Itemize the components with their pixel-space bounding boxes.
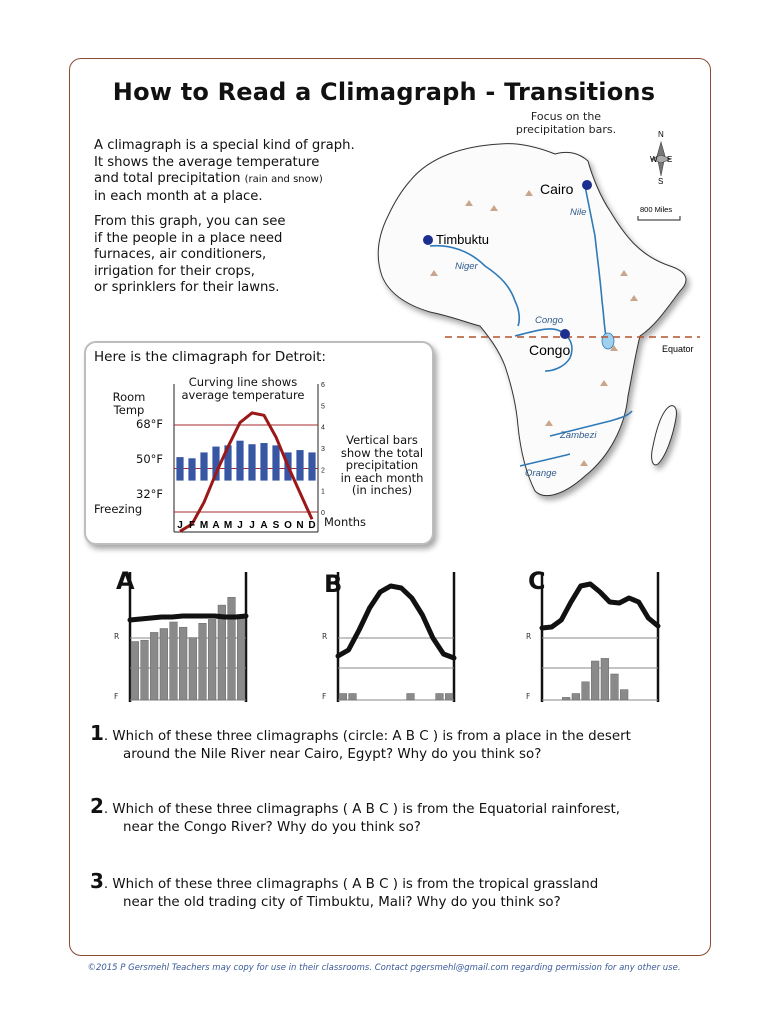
- congo-city-label: Congo: [529, 342, 571, 358]
- mini-precip-bar: [150, 632, 158, 700]
- mini-climagraph-a: [124, 570, 252, 710]
- intro-line: or sprinklers for their lawns.: [94, 280, 280, 295]
- chart-c-letter: C: [528, 567, 546, 595]
- precip-tick-label: 0: [321, 510, 325, 517]
- precip-tick-label: 2: [321, 467, 325, 475]
- detroit-climagraph: [170, 379, 330, 539]
- compass-e: E: [667, 155, 673, 164]
- zambezi-label: Zambezi: [560, 430, 597, 441]
- compass-w: W: [650, 155, 658, 164]
- precip-tick-label: 5: [321, 403, 325, 411]
- month-label: J: [249, 520, 255, 531]
- mini-temperature-curve: [130, 616, 246, 620]
- madagascar: [652, 406, 677, 465]
- room-temp-label: [100, 391, 158, 416]
- bars-label-line: (in inches): [351, 483, 413, 497]
- mini-precip-bar: [339, 694, 347, 701]
- precip-bar: [188, 458, 195, 480]
- mini-precip-bar: [228, 597, 236, 700]
- precip-bar: [260, 443, 267, 481]
- focus-line: Focus on the: [530, 110, 602, 123]
- chart-b-letter: B: [324, 570, 343, 598]
- scale-bar: [638, 216, 680, 220]
- mini-precip-bar: [436, 694, 444, 701]
- freezing-label: Freezing: [94, 502, 143, 516]
- mini-temperature-curve: [338, 586, 454, 658]
- chart-a-f: F: [114, 692, 119, 701]
- question-1: [90, 721, 631, 764]
- mini-precip-bar: [582, 682, 590, 700]
- congo-river-label: Congo: [535, 315, 563, 326]
- mini-precip-bar: [349, 694, 357, 701]
- bars-label: [334, 434, 430, 497]
- mini-precip-bar: [601, 658, 609, 700]
- precip-tick-label: 3: [321, 446, 325, 453]
- question-2: [90, 794, 621, 837]
- intro-line: furnaces, air conditioners,: [94, 247, 267, 262]
- intro-line: if the people in a place need: [94, 230, 283, 246]
- compass-n: N: [658, 130, 664, 139]
- room-temp-line: Room: [112, 390, 146, 404]
- question-text: near the old trading city of Timbuktu, Mali? Why do you think so?: [123, 895, 561, 910]
- mini-precip-bar: [572, 694, 580, 701]
- page-title: How to Read a Climagraph - Transitions: [112, 78, 656, 106]
- congo-dot: [560, 329, 570, 339]
- t50-label: 50°F: [136, 452, 163, 466]
- nile-label: Nile: [570, 207, 587, 218]
- chart-a-letter: A: [116, 567, 135, 595]
- chart-a-r: R: [114, 632, 120, 641]
- bars-label-line: Vertical bars: [346, 433, 418, 447]
- mini-climagraph-b: [332, 570, 460, 710]
- cairo-label: Cairo: [540, 181, 574, 197]
- orange-label: Orange: [525, 468, 557, 479]
- precip-bar: [236, 441, 243, 481]
- detroit-heading: Here is the climagraph for Detroit:: [94, 349, 326, 365]
- niger-label: Niger: [455, 261, 478, 272]
- intro-note: (rain and snow): [244, 174, 323, 185]
- intro-line: in each month at a place.: [94, 188, 263, 204]
- mini-precip-bar: [407, 694, 415, 701]
- timbuktu-dot: [423, 235, 433, 245]
- question-text: around the Nile River near Cairo, Egypt? Why do you think so?: [123, 747, 542, 762]
- precip-tick-label: 1: [321, 488, 325, 496]
- chart-b-r: R: [322, 632, 328, 641]
- mini-precip-bar: [160, 629, 168, 701]
- curve-label-line: Curving line shows: [188, 375, 298, 389]
- intro-text: [94, 138, 384, 306]
- intro-line: irrigation for their crops,: [94, 263, 255, 279]
- mini-precip-bar: [620, 690, 628, 700]
- bars-label-line: in each month: [340, 470, 424, 485]
- mini-precip-bar: [445, 694, 453, 701]
- question-text: near the Congo River? Why do you think so?: [123, 820, 421, 835]
- mini-precip-bar: [179, 627, 187, 700]
- t68-label: 68°F: [136, 417, 163, 431]
- focus-line: precipitation bars.: [515, 123, 617, 136]
- timbuktu-label: Timbuktu: [436, 232, 489, 247]
- mini-precip-bar: [237, 618, 245, 700]
- chart-c-r: R: [526, 632, 532, 641]
- precip-bar: [200, 452, 207, 480]
- month-label: A: [260, 520, 268, 531]
- mini-precip-bar: [591, 661, 599, 700]
- intro-line: From this graph, you can see: [94, 214, 286, 229]
- question-number: 1: [90, 721, 104, 745]
- intro-line: A climagraph is a special kind of graph.: [94, 138, 355, 153]
- question-3: [90, 869, 599, 912]
- question-text: . Which of these three climagraphs ( A B C ) is from the Equatorial rainforest,: [103, 802, 621, 817]
- equator-label: Equator: [662, 344, 694, 354]
- t32-label: 32°F: [136, 487, 163, 501]
- precip-bar: [272, 445, 279, 480]
- mini-precip-bar: [562, 697, 570, 700]
- month-label: A: [212, 520, 220, 531]
- month-label: S: [272, 520, 280, 531]
- lake: [602, 333, 614, 349]
- intro-line: It shows the average temperature: [94, 154, 320, 170]
- month-label: M: [223, 520, 233, 531]
- bars-label-line: precipitation: [345, 458, 419, 472]
- mini-precip-bar: [611, 674, 619, 700]
- precip-bar: [248, 444, 255, 480]
- question-number: 2: [90, 794, 104, 818]
- month-label: D: [308, 520, 316, 531]
- compass-s: S: [658, 177, 664, 186]
- precip-tick-label: 6: [321, 382, 325, 389]
- scale-label: 800 Miles: [640, 205, 673, 214]
- chart-c-f: F: [526, 692, 531, 701]
- question-number: 3: [90, 869, 104, 893]
- mini-precip-bar: [170, 622, 178, 700]
- mini-precip-bar: [199, 623, 207, 700]
- question-text: . Which of these three climagraphs ( A B C ) is from the tropical grassland: [103, 877, 599, 892]
- precip-bar: [296, 450, 303, 481]
- cairo-dot: [582, 180, 592, 190]
- question-text: . Which of these three climagraphs (circle: A B C ) is from a place in the desert: [103, 729, 631, 744]
- chart-b-f: F: [322, 692, 327, 701]
- room-temp-line: Temp: [113, 402, 145, 417]
- intro-line: and total precipitation: [94, 171, 241, 186]
- compass-rose-icon: [650, 130, 672, 186]
- mini-precip-bar: [208, 619, 216, 700]
- mini-climagraph-c: [536, 570, 664, 710]
- curve-label-line: average temperature: [181, 387, 305, 402]
- precip-tick-label: 4: [321, 424, 325, 432]
- month-label: N: [296, 520, 304, 531]
- copyright-footer: ©2015 P Gersmehl Teachers may copy for use in their classrooms. Contact pgersmehl@gmail.com regarding permission for any other use.: [87, 963, 681, 973]
- month-label: O: [284, 520, 292, 531]
- month-label: F: [188, 520, 196, 531]
- month-label: J: [237, 520, 243, 531]
- bars-label-line: show the total: [340, 445, 424, 460]
- mini-temperature-curve: [542, 584, 658, 628]
- months-label: Months: [324, 515, 367, 529]
- month-label: J: [177, 520, 183, 531]
- detroit-callout: [84, 341, 434, 545]
- mini-precip-bar: [189, 638, 197, 700]
- precip-bar: [308, 452, 315, 480]
- precip-bar: [176, 457, 183, 480]
- month-label: M: [199, 520, 209, 531]
- mini-precip-bar: [141, 640, 149, 700]
- mini-precip-bar: [131, 642, 139, 701]
- temperature-curve: [180, 413, 312, 531]
